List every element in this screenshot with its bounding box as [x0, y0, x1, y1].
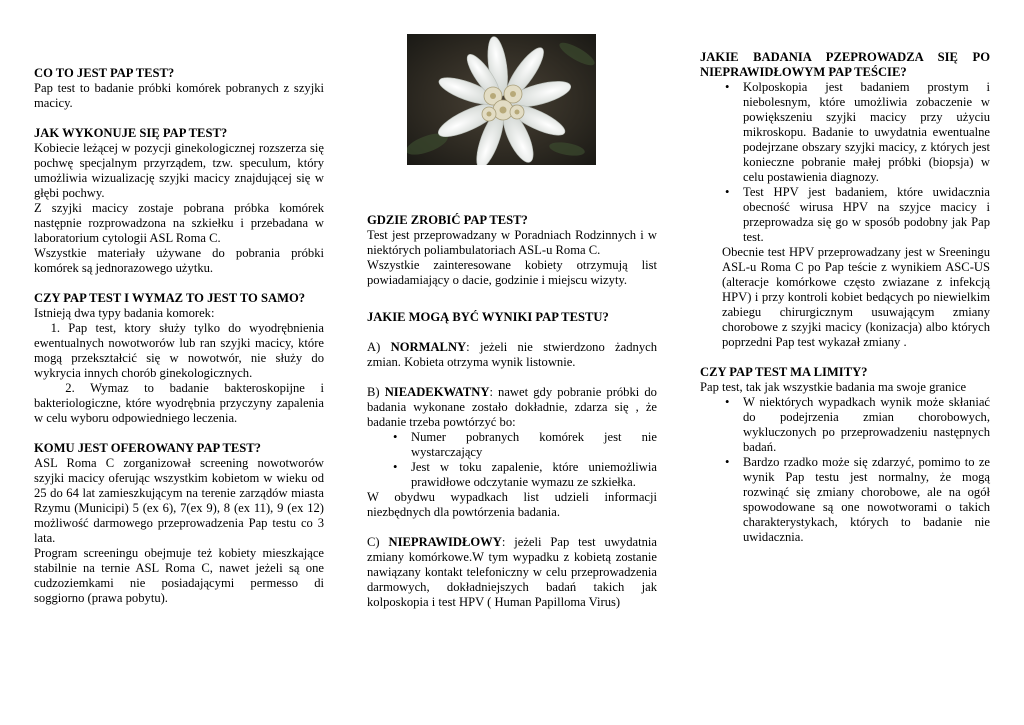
result-normal: A) NORMALNY: jeżeli nie stwierdzono żadnych zmian. Kobieta otrzyma wynik listownie. [367, 340, 657, 369]
result-abnormal: C) NIEPRAWIDŁOWY: jeżeli Pap test uwydatnia zmiany komórkowe.W tym wypadku z kobietą zostanie nawiązany kontakt telefoniczny w celu przeprowadzenia darmowych, dokładniejszych badań takich jak kolposkopia i test HPV ( Human Papilloma Virus) [367, 535, 657, 609]
paragraph: Wszystkie materiały używane do pobrania próbki komórek są jednorazowego użytku. [34, 246, 324, 275]
paragraph: ASL Roma C zorganizował screening nowotworów szyjki macicy oferując wszystkim kobietom w wieku od 25 do 64 lat zamieszkującym na terenie zarządów miasta Rzymu (Municipi) 5 (ex 6), 7(ex 9), 8 (ex 11), 9 (ex 12) możliwość darmowego przeprowadzenia Pap testu co 3 lata. [34, 456, 324, 545]
paragraph: Program screeningu obejmuje też kobiety mieszkające stabilnie na ternie ASL Roma C, nawet jeżeli są one cudzoziemkami nie posiadającymi permesso di soggiorno (prawa pobytu). [34, 546, 324, 605]
heading-how-pap-test-done: JAK WYKONUJE SIĘ PAP TEST? [34, 126, 228, 140]
column-1 [34, 66, 328, 606]
paragraph: Pap test, tak jak wszystkie badania ma swoje granice [700, 380, 967, 394]
result-inadequate: B) NIEADEKWATNY: nawet gdy pobranie próbki do badania wykonane zostało dokładnie, zdarza się , że badanie trzeba powtórzyć bo: [367, 385, 657, 429]
limits-list [700, 395, 990, 545]
paragraph: Obecnie test HPV przeprowadzany jest w Sreeningu ASL-u Roma C po Pap teście z wynikiem ASC-US (alteracje komórkowe często zwiazane z infekcją HPV) i przy kontroli kobiet bedących po niewielkim zabiegu chirurgicznym usuwającym zmiany chorobowe z szyjki macicy (konizacja) albo których poprzedni Pap test wykazał zmiany . [722, 245, 990, 349]
paragraph: W obydwu wypadkach list udzieli informacji niezbędnych dla powtórzenia badania. [367, 490, 657, 519]
paragraph: Z szyjki macicy zostaje pobrana próbka komórek następnie rozprowadzona na szkiełku i przebadana w laboratorium cytologii ASL Roma C. [34, 201, 324, 245]
list-item: • Kolposkopia jest badaniem prostym i niebolesnym, które umożliwia zobaczenie w powiększeniu szyjki macicy przy użyciu mikroskopu. Badanie to uwydatnia ewentualne podejrzane obszary szyjki macicy, z których jest konieczne pobranie małej próbki (biopsja) w celu postawienia diagnozy. [743, 80, 990, 185]
heading-further-tests: JAKIE BADANIA PZEPROWADZA SIĘ PO NIEPRAWIDŁOWYM PAP TEŚCIE? [700, 50, 990, 79]
column-3 [700, 50, 990, 545]
paragraph: Kobiecie leżącej w pozycji ginekologicznej rozszerza się pochwę specjalnym przyrządem, tzw. speculum, który umożliwia wizualizację szyjki macicy znajdującej się w głębi pochwy. [34, 141, 324, 200]
paragraph: Pap test to badanie próbki komórek pobranych z szyjki macicy. [34, 81, 324, 110]
heading-results: JAKIE MOGĄ BYĆ WYNIKI PAP TESTU? [367, 310, 609, 324]
inadequate-reasons-list [367, 430, 657, 490]
heading-limits: CZY PAP TEST MA LIMITY? [700, 365, 868, 379]
paragraph: Wszystkie zainteresowane kobiety otrzymują list powiadamiający o dacie, godzinie i miejscu wizyty. [367, 258, 657, 287]
list-item: • Bardzo rzadko może się zdarzyć, pomimo to ze wynik Pap testu jest normalny, że mogą rozwinąć się zmiany chorobowe, ale na ogół spowodowane są one nowotworami o takich charakterystykach, których to badanie nie uwidacznia. [743, 455, 990, 545]
list-item: • Numer pobranych komórek jest nie wystarczający [411, 430, 657, 460]
column-2 [367, 213, 657, 610]
paragraph: Istnieją dwa typy badania komorek: [34, 306, 215, 320]
list-item: • W niektórych wypadkach wynik może skłaniać do podejrzenia zmian chorobowych, wykluczonych po przeprowadzeniu następnych badań. [743, 395, 990, 455]
edelweiss-flower-photo [407, 34, 596, 165]
heading-what-is-pap-test: CO TO JEST PAP TEST? [34, 66, 175, 80]
flower-illustration [407, 34, 596, 165]
heading-who-is-offered: KOMU JEST OFEROWANY PAP TEST? [34, 441, 261, 455]
paragraph: 1. Pap test, ktory służy tylko do wyodrębnienia ewentualnych nowotworów lub ran szyjki macicy, które mogą przekształcić się w nowotwór, nie służy do wykrycia innych chorób ginekologicznych. [34, 321, 328, 380]
paragraph: 2. Wymaz to badanie bakteroskopijne i bakteriologiczne, które wyodrębnia przyczyny zapalenia w celu wyboru odpowiedniego leczenia. [34, 381, 328, 425]
heading-where-to-do: GDZIE ZROBIĆ PAP TEST? [367, 213, 528, 227]
list-item: • Jest w toku zapalenie, które uniemożliwia prawidłowe odczytanie wymazu ze szkiełka. [411, 460, 657, 490]
further-tests-list [700, 80, 990, 245]
list-item: • Test HPV jest badaniem, które uwidacznia obecność wirusa HPV na szyjce macicy i przeprowadza się go w sposób podobny jak Pap test. [743, 185, 990, 245]
heading-pap-test-vs-swab: CZY PAP TEST I WYMAZ TO JEST TO SAMO? [34, 291, 306, 305]
paragraph: Test jest przeprowadzany w Poradniach Rodzinnych i w niektórych poliambulatoriach ASL-u Roma C. [367, 228, 657, 257]
